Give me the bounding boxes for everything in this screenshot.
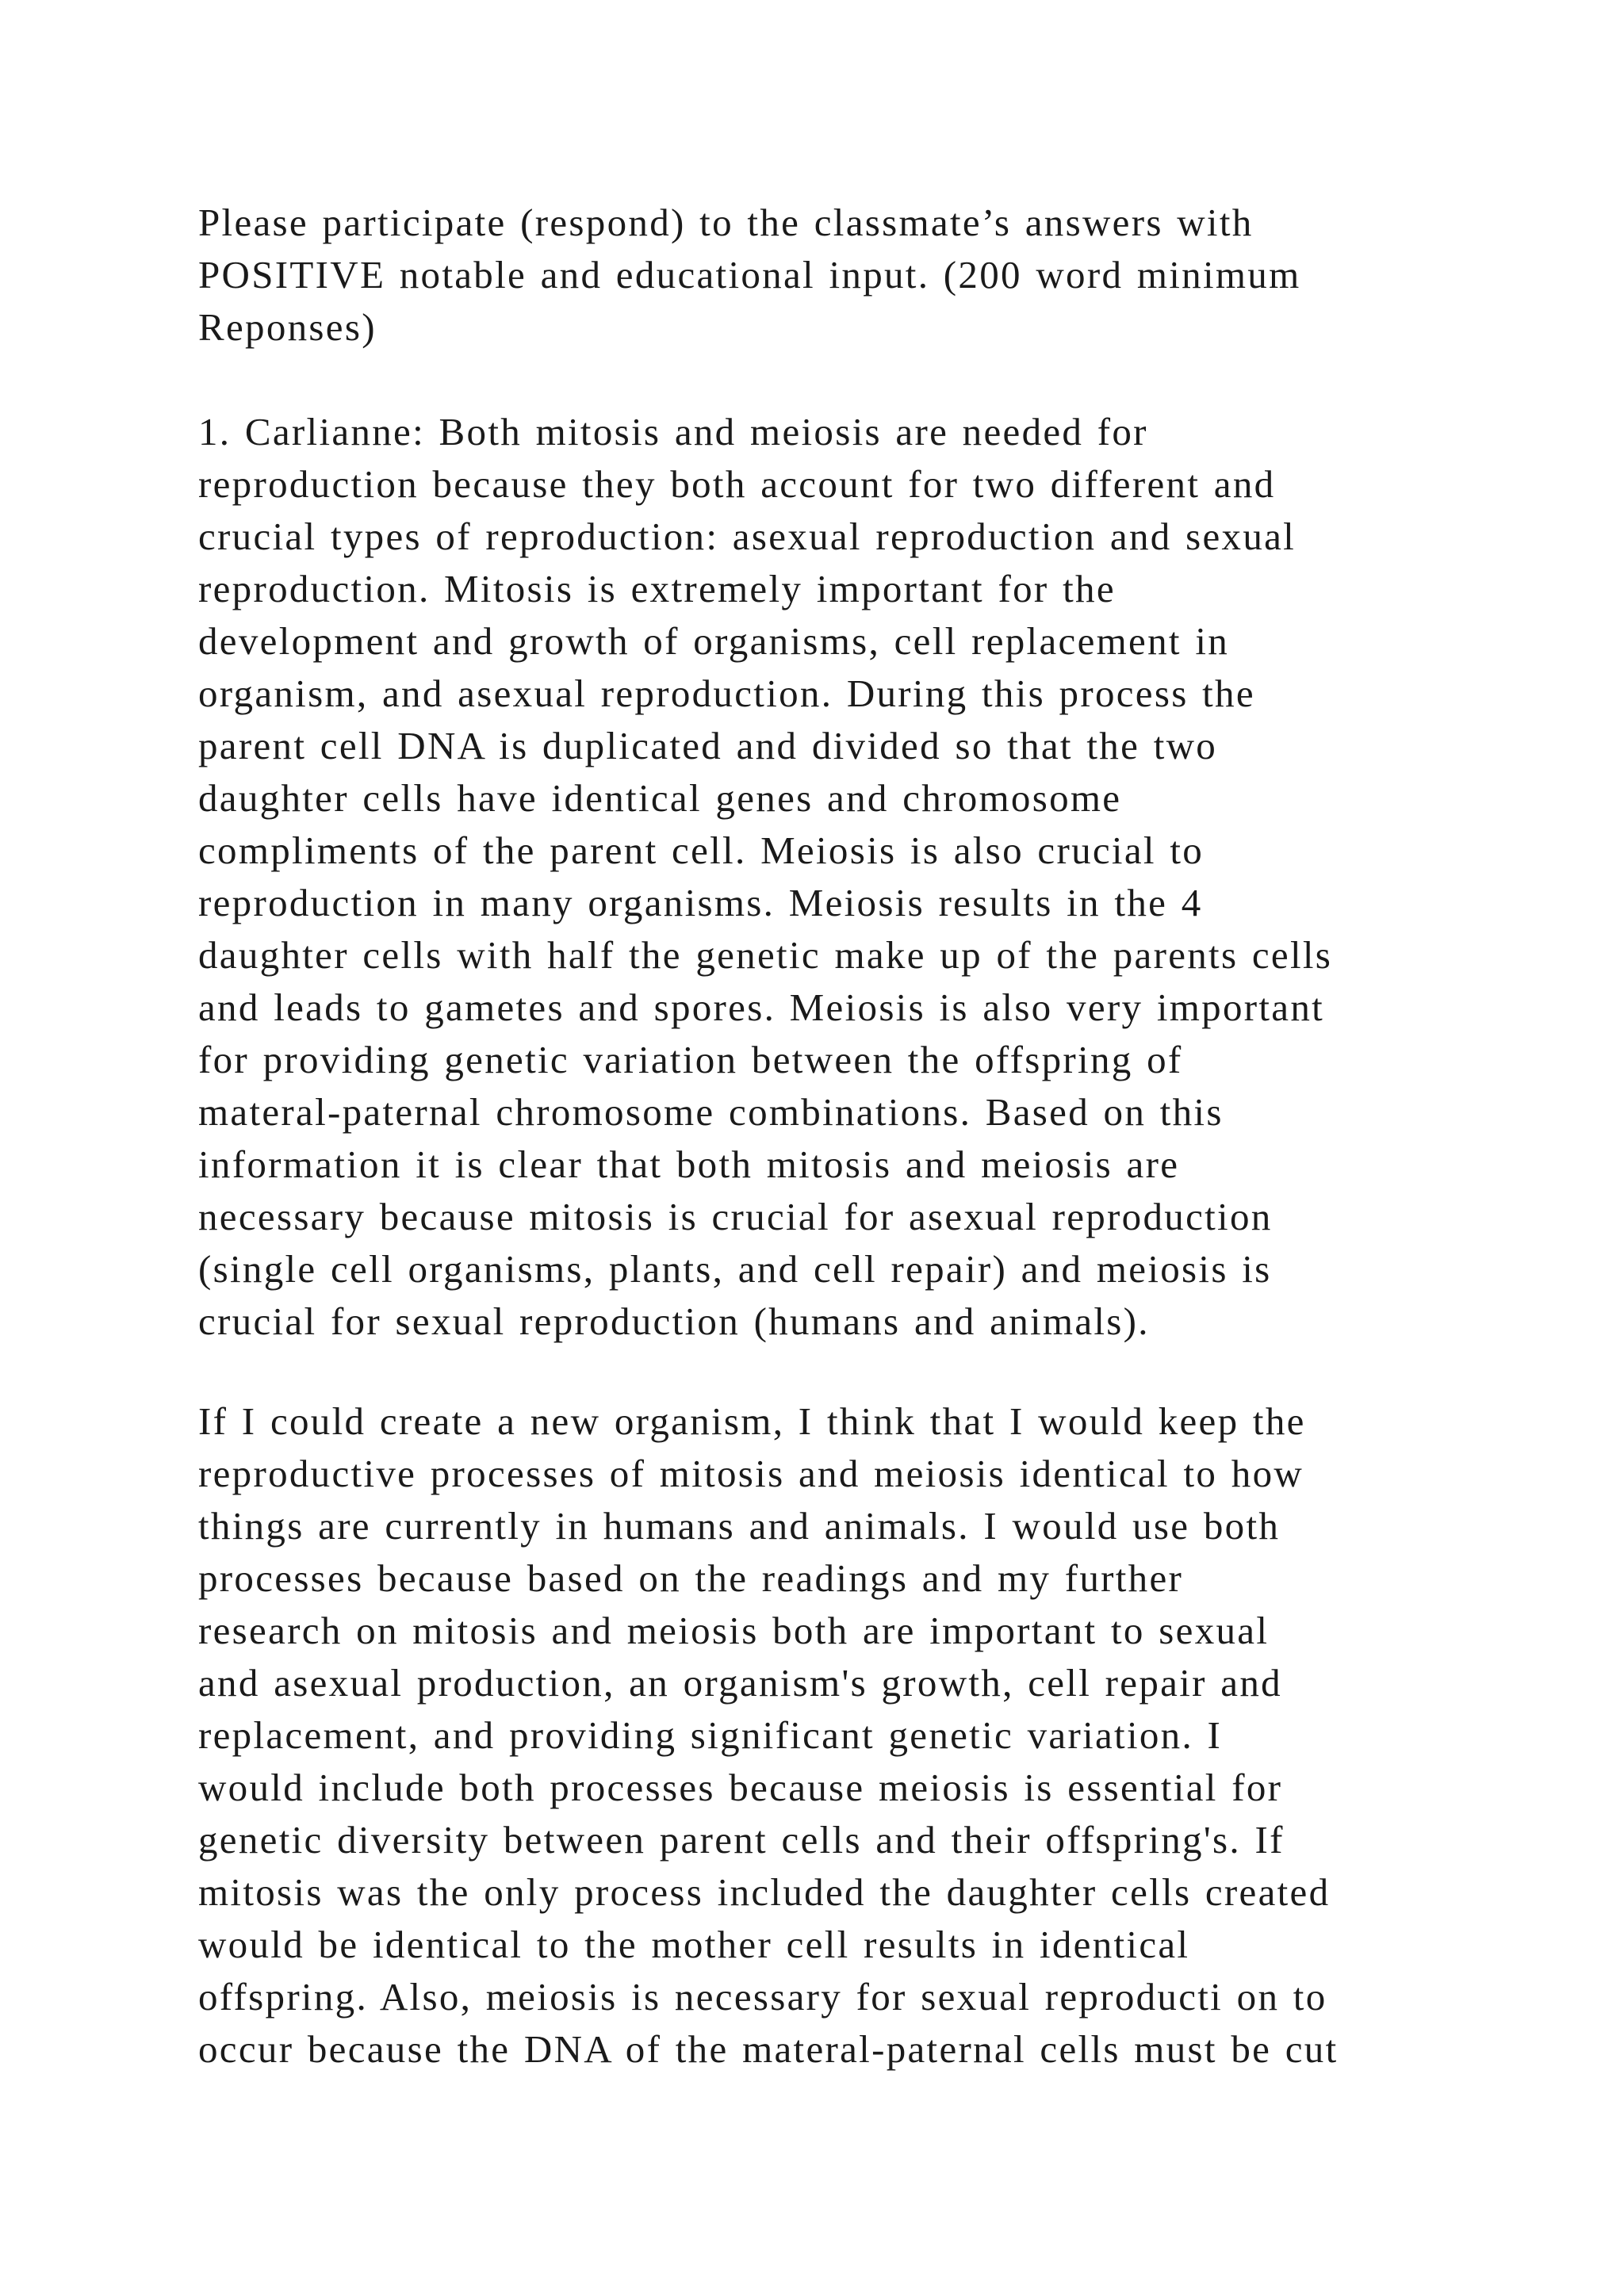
text-line: would include both processes because meiosis is essential for [198, 1766, 1283, 1809]
text-line: mitosis was the only process included the daughter cells created [198, 1870, 1331, 1914]
text-line: replacement, and providing significant genetic variation. I [198, 1713, 1223, 1757]
text-line: compliments of the parent cell. Meiosis is also crucial to [198, 828, 1205, 872]
text-line: development and growth of organisms, cell replacement in [198, 619, 1230, 663]
text-line: 1. Carlianne: Both mitosis and meiosis are needed for [198, 410, 1148, 453]
text-line: occur because the DNA of the materal-paternal cells must be cut [198, 2027, 1339, 2071]
text-line: materal-paternal chromosome combinations. Based on this [198, 1090, 1224, 1134]
text-line: processes because based on the readings and my further [198, 1556, 1184, 1600]
text-line: parent cell DNA is duplicated and divided so that the two [198, 724, 1218, 767]
text-line: organism, and asexual reproduction. During this process the [198, 672, 1255, 715]
text-line: offspring. Also, meiosis is necessary for sexual reproducti on to [198, 1975, 1327, 2019]
text-line: reproduction in many organisms. Meiosis results in the 4 [198, 881, 1203, 924]
text-line: genetic diversity between parent cells and their offspring's. If [198, 1818, 1285, 1862]
text-line: POSITIVE notable and educational input. (200 word minimum [198, 253, 1301, 297]
text-line: information it is clear that both mitosis and meiosis are [198, 1142, 1180, 1186]
classmate-answer-paragraph-2 [198, 1395, 1467, 2076]
text-line: reproduction because they both account for two different and [198, 462, 1276, 506]
text-line: crucial types of reproduction: asexual reproduction and sexual [198, 515, 1297, 558]
classmate-answer-paragraph-1 [198, 406, 1467, 1348]
text-line: necessary because mitosis is crucial for asexual reproduction [198, 1195, 1273, 1238]
text-line: Please participate (respond) to the classmate’s answers with [198, 201, 1254, 244]
text-line: reproduction. Mitosis is extremely important for the [198, 567, 1116, 610]
text-line: Reponses) [198, 305, 377, 349]
text-line: (single cell organisms, plants, and cell repair) and meiosis is [198, 1247, 1272, 1291]
text-line: research on mitosis and meiosis both are important to sexual [198, 1609, 1270, 1652]
text-line: reproductive processes of mitosis and meiosis identical to how [198, 1452, 1304, 1495]
text-line: If I could create a new organism, I think that I would keep the [198, 1399, 1306, 1443]
text-line: daughter cells with half the genetic make up of the parents cells [198, 933, 1333, 977]
text-line: for providing genetic variation between the offspring of [198, 1038, 1183, 1081]
text-line: and asexual production, an organism's growth, cell repair and [198, 1661, 1282, 1705]
text-line: would be identical to the mother cell results in identical [198, 1923, 1190, 1966]
text-line: things are currently in humans and animals. I would use both [198, 1504, 1281, 1548]
text-line: and leads to gametes and spores. Meiosis is also very important [198, 985, 1325, 1029]
instructions-paragraph [198, 197, 1467, 354]
text-line: daughter cells have identical genes and chromosome [198, 776, 1122, 820]
text-line: crucial for sexual reproduction (humans and animals). [198, 1299, 1150, 1343]
